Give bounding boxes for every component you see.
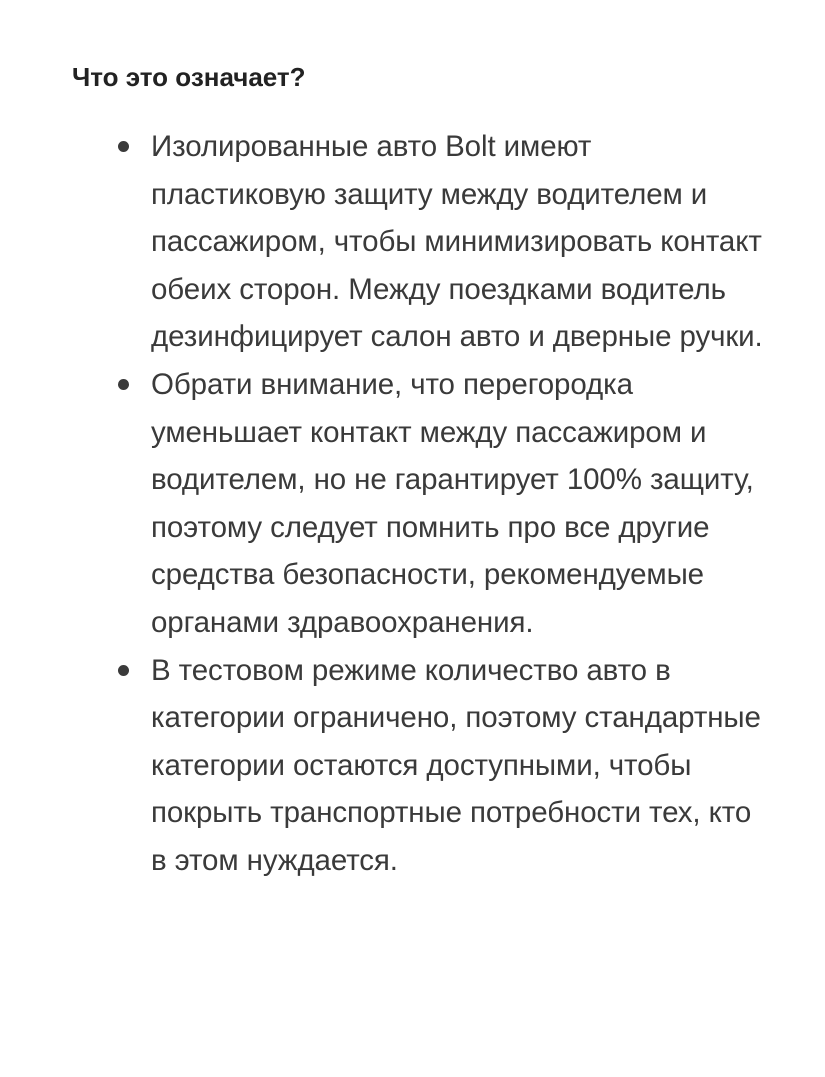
- bullet-list: [72, 123, 772, 885]
- list-item: [72, 361, 772, 647]
- bullet-dot-icon: [118, 665, 129, 676]
- list-item: [72, 647, 772, 885]
- list-item-text: В тестовом режиме количество авто в категории ограничено, поэтому стандартные категории остаются доступными, чтобы покрыть транспортные потребности тех, кто в этом нуждается.: [151, 653, 761, 877]
- bullet-dot-icon: [118, 141, 129, 152]
- article-section: [72, 55, 772, 885]
- section-heading: Что это означает?: [72, 62, 306, 92]
- list-item-text: Обрати внимание, что перегородка уменьшает контакт между пассажиром и водителем, но не гарантирует 100% защиту, поэтому следует помнить про все другие средства безопасности, рекомендуемые органами здравоохранения.: [151, 367, 754, 639]
- list-item-text: Изолированные авто Bolt имеют пластиковую защиту между водителем и пассажиром, чтобы минимизировать контакт обеих сторон. Между поездками водитель дезинфицирует салон авто и дверные ручки.: [151, 130, 763, 354]
- bullet-dot-icon: [118, 379, 129, 390]
- list-item: [72, 123, 772, 361]
